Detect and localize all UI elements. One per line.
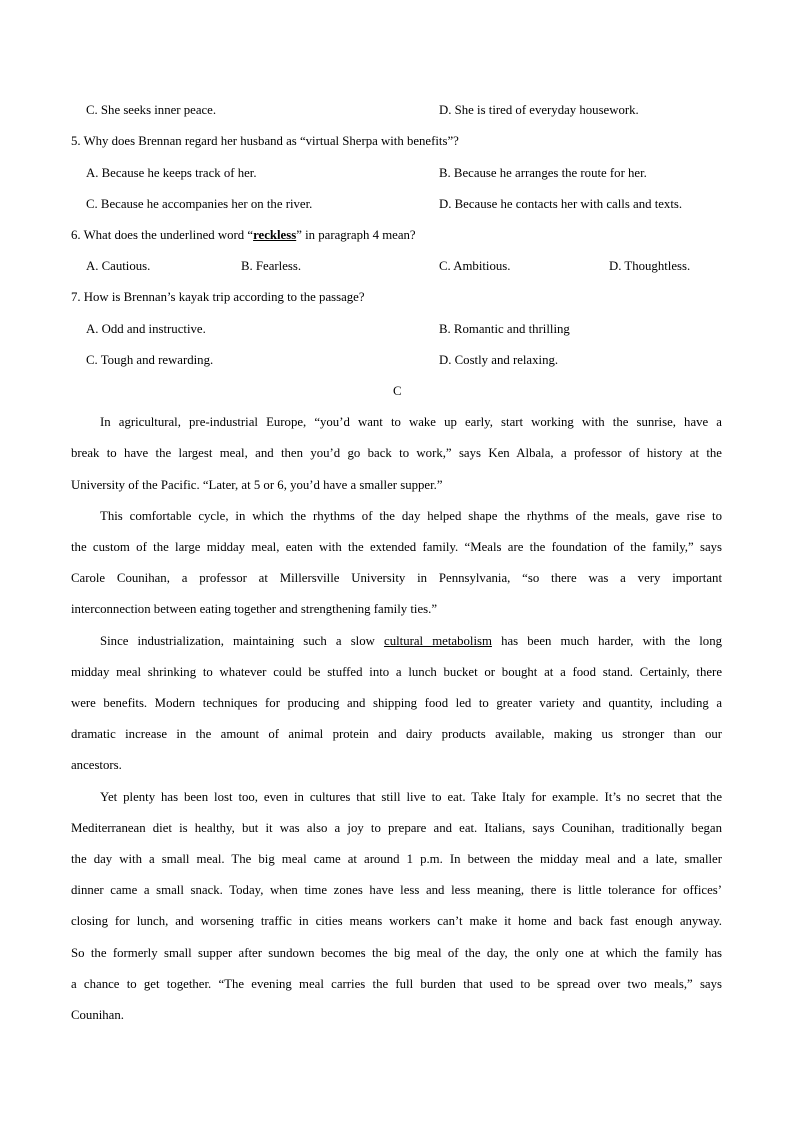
q6-option-b: B. Fearless.	[241, 259, 302, 273]
p3-line: were benefits. Modern techniques for producing and shipping food led to greater variety and quantity, including a	[71, 696, 722, 710]
p3-underlined-term: cultural metabolism	[384, 634, 492, 648]
p4-line: closing for lunch, and worsening traffic in cities means workers can’t make it home and back fast enough anyway.	[71, 914, 722, 928]
p4-line: Counihan.	[71, 1008, 124, 1022]
p4-line: Yet plenty has been lost too, even in cultures that still live to eat. Take Italy for example. It’s no secret that the	[100, 790, 722, 804]
q6-option-c: C. Ambitious.	[439, 259, 511, 273]
p1-line: break to have the largest meal, and then you’d go back to work,” says Ken Albala, a professor of history at the	[71, 446, 722, 460]
q5-option-b: B. Because he arranges the route for her.	[439, 166, 647, 180]
q6-option-a: A. Cautious.	[86, 259, 151, 273]
p3-line	[100, 633, 722, 649]
p1-line: University of the Pacific. “Later, at 5 or 6, you’d have a smaller supper.”	[71, 478, 443, 492]
p2-line: the custom of the large midday meal, eaten with the extended family. “Meals are the foundation of the family,” says	[71, 540, 722, 554]
q5-option-a: A. Because he keeps track of her.	[86, 166, 257, 180]
p4-line: the day with a small meal. The big meal came at around 1 p.m. In between the midday meal and a late, smaller	[71, 852, 722, 866]
q6-stem	[71, 227, 416, 243]
p4-line: a chance to get together. “The evening meal carries the full burden that used to be spread over two meals,” says	[71, 977, 722, 991]
q4-option-c: C. She seeks inner peace.	[86, 103, 217, 117]
q4-option-d: D. She is tired of everyday housework.	[439, 103, 639, 117]
q7-option-a: A. Odd and instructive.	[86, 322, 206, 336]
p2-line: This comfortable cycle, in which the rhythms of the day helped shape the rhythms of the meals, gave rise to	[100, 509, 722, 523]
q5-stem: 5. Why does Brennan regard her husband as “virtual Sherpa with benefits”?	[71, 134, 459, 148]
q6-option-d: D. Thoughtless.	[609, 259, 691, 273]
q5-option-c: C. Because he accompanies her on the river.	[86, 197, 313, 211]
q6-stem-post: ” in paragraph 4 mean?	[296, 228, 416, 242]
q7-option-c: C. Tough and rewarding.	[86, 353, 214, 367]
section-heading: C	[393, 384, 402, 398]
q7-stem: 7. How is Brennan’s kayak trip according to the passage?	[71, 290, 365, 304]
p4-line: Mediterranean diet is healthy, but it was also a joy to prepare and eat. Italians, says Counihan, traditionally began	[71, 821, 722, 835]
p3-text-pre: Since industrialization, maintaining such a slow	[100, 634, 385, 648]
p3-line: midday meal shrinking to whatever could be stuffed into a lunch bucket or bought at a food stand. Certainly, there	[71, 665, 722, 679]
p4-line: dinner came a small snack. Today, when time zones have less and less meaning, there is little tolerance for offices’	[71, 883, 722, 897]
p3-text-post: has been much harder, with the long	[491, 634, 723, 648]
q6-stem-pre: 6. What does the underlined word “	[71, 228, 254, 242]
q7-option-b: B. Romantic and thrilling	[439, 322, 570, 336]
p2-line: Carole Counihan, a professor at Millersville University in Pennsylvania, “so there was a very important	[71, 571, 722, 585]
q7-option-d: D. Costly and relaxing.	[439, 353, 559, 367]
p4-line: So the formerly small supper after sundown becomes the big meal of the day, the only one at which the family has	[71, 946, 722, 960]
p1-line: In agricultural, pre-industrial Europe, “you’d want to wake up early, start working with the sunrise, have a	[100, 415, 722, 429]
q5-option-d: D. Because he contacts her with calls and texts.	[439, 197, 683, 211]
p3-line: ancestors.	[71, 758, 122, 772]
q6-underlined-word: reckless	[253, 228, 297, 242]
p2-line: interconnection between eating together and strengthening family ties.”	[71, 602, 438, 616]
p3-line: dramatic increase in the amount of animal protein and dairy products available, making us stronger than our	[71, 727, 722, 741]
